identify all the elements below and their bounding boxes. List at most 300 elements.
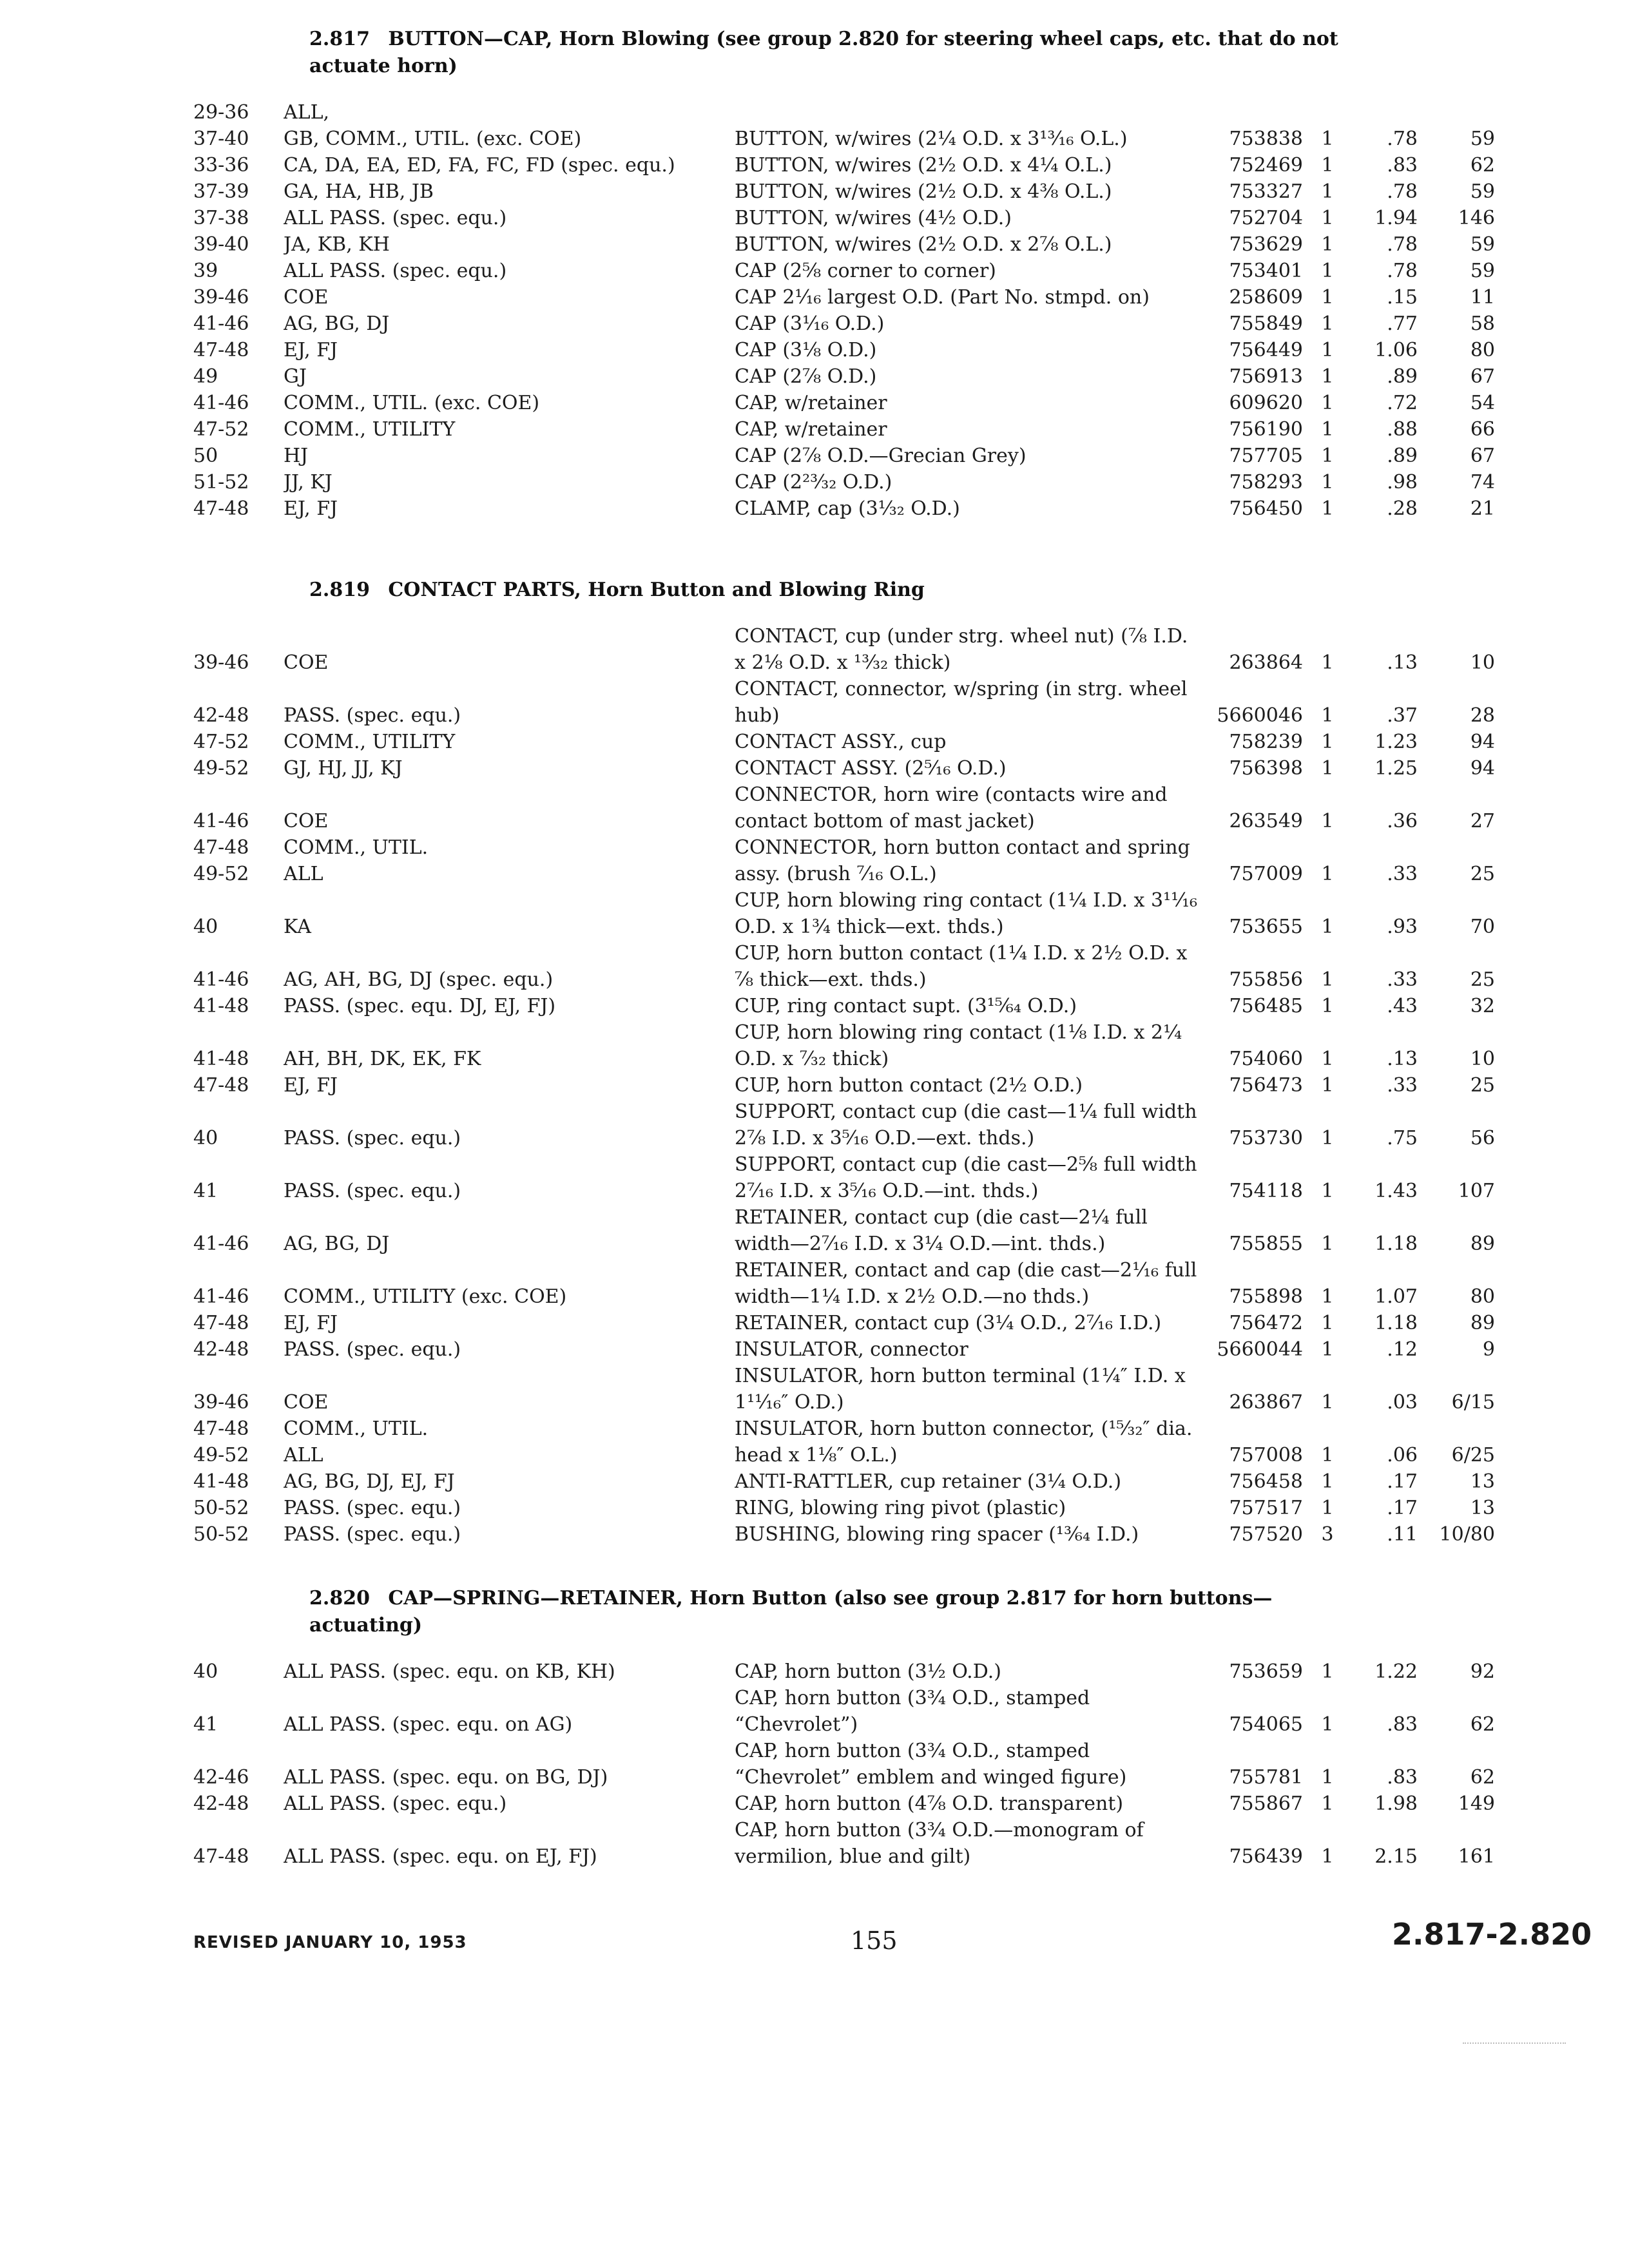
package-cell: 89 — [1470, 1312, 1495, 1334]
package-cell: 92 — [1470, 1660, 1495, 1683]
list-price-cell: .33 — [1387, 863, 1418, 885]
package-cell: 6/25 — [1451, 1444, 1495, 1466]
description-cell: CAP (2²³⁄₃₂ O.D.) — [735, 471, 892, 494]
part-number-cell: 263549 — [1229, 810, 1303, 832]
quantity-cell: 1 — [1321, 1180, 1334, 1202]
year-cell: 41 — [193, 1713, 218, 1736]
package-cell: 6/15 — [1451, 1391, 1495, 1414]
parts-table — [193, 99, 1495, 522]
part-row — [193, 1416, 1392, 1442]
part-row — [193, 416, 1495, 443]
part-row — [193, 126, 1495, 152]
description-cell: assy. (brush ⁷⁄₁₆ O.L.) — [735, 863, 937, 885]
year-cell: 41-46 — [193, 1233, 249, 1255]
year-cell: 40 — [193, 916, 218, 938]
scan-artifact — [1463, 2042, 1566, 2045]
model-cell: ALL — [284, 863, 323, 885]
model-cell: EJ, FJ — [284, 1074, 338, 1097]
year-cell: 41-46 — [193, 392, 249, 414]
part-number-cell: 263867 — [1229, 1391, 1303, 1414]
year-cell: 39-40 — [193, 233, 249, 256]
year-cell: 37-38 — [193, 207, 249, 229]
description-cell: CLAMP, cap (3¹⁄₃₂ O.D.) — [735, 497, 960, 520]
year-cell: 37-39 — [193, 180, 249, 203]
part-row — [193, 178, 1495, 205]
section-title: CONTACT PARTS, Horn Button and Blowing Ring — [388, 579, 925, 601]
package-cell: 9 — [1482, 1338, 1495, 1361]
part-row — [193, 1151, 1495, 1204]
part-row — [193, 1817, 1495, 1870]
quantity-cell: 1 — [1321, 233, 1334, 256]
model-cell: EJ, FJ — [284, 1312, 338, 1334]
year-cell: 41-46 — [193, 312, 249, 335]
part-row — [193, 1685, 1495, 1738]
section-number: 2.820 — [309, 1587, 370, 1610]
list-price-cell: .93 — [1387, 916, 1418, 938]
quantity-cell: 1 — [1321, 339, 1334, 361]
year-cell: 39-46 — [193, 286, 249, 309]
year-cell: 42-48 — [193, 1792, 249, 1815]
description-cell: CAP, horn button (4⅞ O.D. transparent) — [735, 1792, 1124, 1815]
package-cell: 58 — [1470, 312, 1495, 335]
list-price-cell: .13 — [1387, 651, 1418, 674]
list-price-cell: .11 — [1387, 1523, 1418, 1546]
model-cell: JJ, KJ — [284, 471, 333, 494]
package-cell: 67 — [1470, 365, 1495, 388]
quantity-cell: 1 — [1321, 1845, 1334, 1868]
part-row — [193, 390, 1495, 416]
model-cell: AH, BH, DK, EK, FK — [284, 1048, 481, 1070]
model-cell: PASS. (spec. equ. DJ, EJ, FJ) — [284, 995, 556, 1017]
part-row — [193, 861, 1495, 887]
part-number-cell: 756913 — [1229, 365, 1303, 388]
package-cell: 80 — [1470, 339, 1495, 361]
part-row — [193, 1310, 1495, 1336]
package-cell: 56 — [1470, 1127, 1495, 1149]
part-row — [193, 443, 1495, 469]
quantity-cell: 1 — [1321, 128, 1334, 150]
model-cell: EJ, FJ — [284, 339, 338, 361]
quantity-cell: 1 — [1321, 312, 1334, 335]
model-cell: ALL PASS. (spec. equ.) — [284, 260, 507, 282]
section-heading — [309, 26, 1379, 80]
quantity-cell: 1 — [1321, 1338, 1334, 1361]
list-price-cell: 1.18 — [1374, 1312, 1418, 1334]
package-cell: 59 — [1470, 128, 1495, 150]
package-cell: 74 — [1470, 471, 1495, 494]
year-cell: 39-46 — [193, 1391, 249, 1414]
package-cell: 10/80 — [1439, 1523, 1495, 1546]
list-price-cell: .33 — [1387, 968, 1418, 991]
model-cell: ALL PASS. (spec. equ. on BG, DJ) — [284, 1766, 608, 1789]
part-row — [193, 1468, 1495, 1495]
description-cell: CONNECTOR, horn wire (contacts wire and contact bottom of mast jacket) — [735, 783, 1168, 832]
model-cell: PASS. (spec. equ.) — [284, 1180, 461, 1202]
year-cell: 47-48 — [193, 497, 249, 520]
list-price-cell: .03 — [1387, 1391, 1418, 1414]
parts-table — [193, 623, 1495, 1548]
description-cell: CAP, horn button (3¾ O.D.—monogram of vermilion, blue and gilt) — [735, 1819, 1144, 1868]
list-price-cell: 1.18 — [1374, 1233, 1418, 1255]
description-cell: CUP, horn blowing ring contact (1¼ I.D. x 3¹¹⁄₁₆ O.D. x 1¾ thick—ext. thds.) — [735, 889, 1198, 938]
list-price-cell: .72 — [1387, 392, 1418, 414]
description-cell: CAP, horn button (3¾ O.D., stamped “Chevrolet” emblem and winged figure) — [735, 1740, 1127, 1789]
quantity-cell: 1 — [1321, 810, 1334, 832]
list-price-cell: .43 — [1387, 995, 1418, 1017]
description-cell: CAP, horn button (3½ O.D.) — [735, 1660, 1001, 1683]
quantity-cell: 1 — [1321, 392, 1334, 414]
model-cell: ALL PASS. (spec. equ.) — [284, 207, 507, 229]
model-cell: AG, BG, DJ — [284, 312, 390, 335]
part-number-cell: 609620 — [1229, 392, 1303, 414]
package-cell: 59 — [1470, 180, 1495, 203]
quantity-cell: 1 — [1321, 757, 1334, 780]
revision-date: REVISED JANUARY 10, 1953 — [193, 1933, 467, 1952]
section-2-819 — [193, 577, 1495, 1548]
part-row — [193, 1791, 1495, 1817]
model-cell: GA, HA, HB, JB — [284, 180, 434, 203]
package-cell: 62 — [1470, 1766, 1495, 1789]
part-row — [193, 1204, 1495, 1257]
package-cell: 21 — [1470, 497, 1495, 520]
part-number-cell: 755856 — [1229, 968, 1303, 991]
part-row — [193, 755, 1495, 782]
part-row — [193, 363, 1495, 390]
part-row — [193, 1257, 1495, 1310]
description-cell: BUTTON, w/wires (2½ O.D. x 4¼ O.L.) — [735, 154, 1112, 177]
model-cell: AG, AH, BG, DJ (spec. equ.) — [284, 968, 554, 991]
list-price-cell: 2.15 — [1374, 1845, 1418, 1868]
description-cell: CONTACT, cup (under strg. wheel nut) (⅞ I.D. x 2⅛ O.D. x ¹³⁄₃₂ thick) — [735, 625, 1188, 674]
list-price-cell: 1.43 — [1374, 1180, 1418, 1202]
model-cell: EJ, FJ — [284, 497, 338, 520]
description-cell: CUP, ring contact supt. (3¹⁵⁄₆₄ O.D.) — [735, 995, 1077, 1017]
quantity-cell: 1 — [1321, 1127, 1334, 1149]
list-price-cell: .83 — [1387, 1713, 1418, 1736]
package-cell: 70 — [1470, 916, 1495, 938]
quantity-cell: 1 — [1321, 651, 1334, 674]
year-cell: 50 — [193, 445, 218, 467]
model-cell: PASS. (spec. equ.) — [284, 1127, 461, 1149]
year-cell: 41-46 — [193, 968, 249, 991]
part-number-cell: 757705 — [1229, 445, 1303, 467]
package-cell: 25 — [1470, 863, 1495, 885]
description-cell: BUTTON, w/wires (4½ O.D.) — [735, 207, 1012, 229]
list-price-cell: 1.98 — [1374, 1792, 1418, 1815]
package-cell: 59 — [1470, 260, 1495, 282]
part-number-cell: 5660044 — [1217, 1338, 1303, 1361]
quantity-cell: 1 — [1321, 1444, 1334, 1466]
section-title: CAP—SPRING—RETAINER, Horn Button (also see group 2.817 for horn buttons—actuating) — [309, 1587, 1273, 1637]
part-number-cell: 753730 — [1229, 1127, 1303, 1149]
description-cell: CONNECTOR, horn button contact and spring — [735, 836, 1190, 859]
part-number-cell: 754118 — [1229, 1180, 1303, 1202]
part-row — [193, 676, 1495, 729]
list-price-cell: .17 — [1387, 1497, 1418, 1519]
part-row — [193, 834, 1392, 861]
list-price-cell: .13 — [1387, 1048, 1418, 1070]
list-price-cell: 1.22 — [1374, 1660, 1418, 1683]
year-cell: 33-36 — [193, 154, 249, 177]
description-cell: CUP, horn button contact (2½ O.D.) — [735, 1074, 1083, 1097]
group-range: 2.817-2.820 — [1392, 1917, 1592, 1952]
package-cell: 13 — [1470, 1497, 1495, 1519]
section-heading — [309, 577, 1379, 604]
model-cell: PASS. (spec. equ.) — [284, 1338, 461, 1361]
package-cell: 27 — [1470, 810, 1495, 832]
description-cell: CAP (3⅛ O.D.) — [735, 339, 877, 361]
part-number-cell: 258609 — [1229, 286, 1303, 309]
model-cell: AG, BG, DJ — [284, 1233, 390, 1255]
package-cell: 25 — [1470, 968, 1495, 991]
description-cell: SUPPORT, contact cup (die cast—2⅝ full width 2⁷⁄₁₆ I.D. x 3⁵⁄₁₆ O.D.—int. thds.) — [735, 1153, 1197, 1202]
part-number-cell: 753655 — [1229, 916, 1303, 938]
part-row — [193, 337, 1495, 363]
description-cell: CUP, horn blowing ring contact (1⅛ I.D. x 2¼ O.D. x ⁷⁄₃₂ thick) — [735, 1021, 1182, 1070]
part-row — [193, 1099, 1495, 1151]
part-row — [193, 152, 1495, 178]
list-price-cell: .33 — [1387, 1074, 1418, 1097]
part-row — [193, 205, 1495, 231]
package-cell: 66 — [1470, 418, 1495, 441]
section-number: 2.817 — [309, 28, 370, 50]
quantity-cell: 1 — [1321, 995, 1334, 1017]
list-price-cell: .78 — [1387, 233, 1418, 256]
quantity-cell: 1 — [1321, 1285, 1334, 1308]
quantity-cell: 1 — [1321, 207, 1334, 229]
model-cell: COMM., UTILITY — [284, 418, 456, 441]
year-cell: 41-48 — [193, 1048, 249, 1070]
part-number-cell: 753629 — [1229, 233, 1303, 256]
year-cell: 47-52 — [193, 731, 249, 753]
part-number-cell: 755849 — [1229, 312, 1303, 335]
year-cell: 37-40 — [193, 128, 249, 150]
list-price-cell: .88 — [1387, 418, 1418, 441]
list-price-cell: 1.25 — [1374, 757, 1418, 780]
model-cell: ALL PASS. (spec. equ. on AG) — [284, 1713, 573, 1736]
model-cell: COMM., UTIL. — [284, 836, 429, 859]
package-cell: 161 — [1458, 1845, 1495, 1868]
model-cell: GJ, HJ, JJ, KJ — [284, 757, 403, 780]
year-cell: 39-46 — [193, 651, 249, 674]
list-price-cell: .83 — [1387, 154, 1418, 177]
part-row — [193, 1072, 1495, 1099]
quantity-cell: 1 — [1321, 154, 1334, 177]
list-price-cell: .83 — [1387, 1766, 1418, 1789]
model-cell: GJ — [284, 365, 307, 388]
list-price-cell: 1.06 — [1374, 339, 1418, 361]
quantity-cell: 1 — [1321, 968, 1334, 991]
description-cell: CONTACT, connector, w/spring (in strg. wheel hub) — [735, 678, 1188, 727]
list-price-cell: .15 — [1387, 286, 1418, 309]
part-number-cell: 5660046 — [1217, 704, 1303, 727]
part-row — [193, 311, 1495, 337]
package-cell: 59 — [1470, 233, 1495, 256]
description-cell: CAP, w/retainer — [735, 392, 887, 414]
description-cell: CAP, w/retainer — [735, 418, 887, 441]
list-price-cell: 1.07 — [1374, 1285, 1418, 1308]
part-number-cell: 754065 — [1229, 1713, 1303, 1736]
list-price-cell: 1.94 — [1374, 207, 1418, 229]
year-cell: 47-48 — [193, 339, 249, 361]
part-number-cell: 756439 — [1229, 1845, 1303, 1868]
part-row — [193, 993, 1495, 1019]
part-number-cell: 753327 — [1229, 180, 1303, 203]
quantity-cell: 1 — [1321, 731, 1334, 753]
model-cell: PASS. (spec. equ.) — [284, 704, 461, 727]
part-number-cell: 263864 — [1229, 651, 1303, 674]
year-cell: 47-48 — [193, 1074, 249, 1097]
list-price-cell: .28 — [1387, 497, 1418, 520]
year-cell: 49 — [193, 365, 218, 388]
description-cell: BUTTON, w/wires (2½ O.D. x 2⅞ O.L.) — [735, 233, 1112, 256]
page-number: 155 — [851, 1927, 898, 1955]
part-number-cell: 756190 — [1229, 418, 1303, 441]
quantity-cell: 1 — [1321, 1233, 1334, 1255]
part-row — [193, 623, 1495, 676]
description-cell: INSULATOR, horn button terminal (1¼″ I.D. x 1¹¹⁄₁₆″ O.D.) — [735, 1365, 1186, 1414]
model-cell: COMM., UTIL. (exc. COE) — [284, 392, 540, 414]
description-cell: INSULATOR, horn button connector, (¹⁵⁄₃₂″ dia. — [735, 1418, 1193, 1440]
part-number-cell: 753401 — [1229, 260, 1303, 282]
section-heading — [309, 1585, 1379, 1639]
description-cell: RETAINER, contact and cap (die cast—2¹⁄₁₆ full width—1¼ I.D. x 2½ O.D.—no thds.) — [735, 1259, 1197, 1308]
list-price-cell: .89 — [1387, 445, 1418, 467]
year-cell: 40 — [193, 1660, 218, 1683]
model-cell: ALL — [284, 1444, 323, 1466]
part-row — [193, 231, 1495, 258]
description-cell: ANTI-RATTLER, cup retainer (3¼ O.D.) — [735, 1470, 1122, 1493]
year-cell: 41-46 — [193, 810, 249, 832]
year-cell: 40 — [193, 1127, 218, 1149]
part-row — [193, 729, 1495, 755]
quantity-cell: 1 — [1321, 704, 1334, 727]
year-cell: 41-46 — [193, 1285, 249, 1308]
model-cell: HJ — [284, 445, 309, 467]
part-number-cell: 755867 — [1229, 1792, 1303, 1815]
section-2-817 — [193, 26, 1495, 522]
list-price-cell: .78 — [1387, 260, 1418, 282]
part-row — [193, 782, 1495, 834]
year-cell: 49-52 — [193, 863, 249, 885]
description-cell: RETAINER, contact cup (3¼ O.D., 2⁷⁄₁₆ I.D.) — [735, 1312, 1162, 1334]
part-number-cell: 756485 — [1229, 995, 1303, 1017]
description-cell: CAP 2¹⁄₁₆ largest O.D. (Part No. stmpd. on) — [735, 286, 1150, 309]
part-row — [193, 887, 1495, 940]
quantity-cell: 1 — [1321, 916, 1334, 938]
part-number-cell: 756472 — [1229, 1312, 1303, 1334]
part-row — [193, 469, 1495, 495]
list-price-cell: .36 — [1387, 810, 1418, 832]
description-cell: CAP (2⅞ O.D.) — [735, 365, 877, 388]
year-cell: 41-48 — [193, 995, 249, 1017]
part-number-cell: 753659 — [1229, 1660, 1303, 1683]
part-row — [193, 284, 1495, 311]
description-cell: CAP, horn button (3¾ O.D., stamped “Chevrolet”) — [735, 1687, 1090, 1736]
part-number-cell: 755781 — [1229, 1766, 1303, 1789]
list-price-cell: .37 — [1387, 704, 1418, 727]
list-price-cell: .06 — [1387, 1444, 1418, 1466]
part-number-cell: 753838 — [1229, 128, 1303, 150]
description-cell: INSULATOR, connector — [735, 1338, 969, 1361]
package-cell: 13 — [1470, 1470, 1495, 1493]
part-number-cell: 757520 — [1229, 1523, 1303, 1546]
year-cell: 39 — [193, 260, 218, 282]
year-cell: 42-48 — [193, 1338, 249, 1361]
year-cell: 47-52 — [193, 418, 249, 441]
part-row — [193, 1738, 1495, 1791]
part-row — [193, 1336, 1495, 1363]
part-row — [193, 258, 1495, 284]
part-row — [193, 940, 1495, 993]
year-cell: 50-52 — [193, 1497, 249, 1519]
package-cell: 10 — [1470, 1048, 1495, 1070]
package-cell: 107 — [1458, 1180, 1495, 1202]
quantity-cell: 1 — [1321, 260, 1334, 282]
quantity-cell: 1 — [1321, 863, 1334, 885]
package-cell: 62 — [1470, 154, 1495, 177]
quantity-cell: 1 — [1321, 1048, 1334, 1070]
part-number-cell: 752704 — [1229, 207, 1303, 229]
package-cell: 94 — [1470, 757, 1495, 780]
quantity-cell: 1 — [1321, 1470, 1334, 1493]
quantity-cell: 1 — [1321, 1391, 1334, 1414]
quantity-cell: 1 — [1321, 1713, 1334, 1736]
package-cell: 62 — [1470, 1713, 1495, 1736]
model-cell: COMM., UTIL. — [284, 1418, 429, 1440]
year-cell: 47-48 — [193, 836, 249, 859]
model-cell: PASS. (spec. equ.) — [284, 1497, 461, 1519]
year-cell: 29-36 — [193, 101, 249, 124]
description-cell: CONTACT ASSY., cup — [735, 731, 947, 753]
part-row — [193, 99, 1392, 126]
year-cell: 42-48 — [193, 704, 249, 727]
quantity-cell: 1 — [1321, 445, 1334, 467]
package-cell: 67 — [1470, 445, 1495, 467]
list-price-cell: .89 — [1387, 365, 1418, 388]
package-cell: 11 — [1470, 286, 1495, 309]
part-number-cell: 757008 — [1229, 1444, 1303, 1466]
year-cell: 47-48 — [193, 1312, 249, 1334]
model-cell: COMM., UTILITY — [284, 731, 456, 753]
description-cell: CUP, horn button contact (1¼ I.D. x 2½ O.D. x ⅞ thick—ext. thds.) — [735, 942, 1188, 991]
model-cell: ALL PASS. (spec. equ.) — [284, 1792, 507, 1815]
parts-table — [193, 1658, 1495, 1870]
part-row — [193, 1521, 1495, 1548]
quantity-cell: 1 — [1321, 286, 1334, 309]
part-row — [193, 495, 1495, 522]
part-number-cell: 756398 — [1229, 757, 1303, 780]
quantity-cell: 3 — [1321, 1523, 1334, 1546]
model-cell: CA, DA, EA, ED, FA, FC, FD (spec. equ.) — [284, 154, 675, 177]
quantity-cell: 1 — [1321, 1497, 1334, 1519]
year-cell: 49-52 — [193, 757, 249, 780]
model-cell: JA, KB, KH — [284, 233, 390, 256]
list-price-cell: .75 — [1387, 1127, 1418, 1149]
package-cell: 94 — [1470, 731, 1495, 753]
model-cell: ALL, — [284, 101, 330, 124]
model-cell: COE — [284, 810, 329, 832]
description-cell: RING, blowing ring pivot (plastic) — [735, 1497, 1066, 1519]
part-number-cell: 754060 — [1229, 1048, 1303, 1070]
year-cell: 47-48 — [193, 1845, 249, 1868]
model-cell: COE — [284, 286, 329, 309]
part-number-cell: 755898 — [1229, 1285, 1303, 1308]
year-cell: 41 — [193, 1180, 218, 1202]
part-number-cell: 758293 — [1229, 471, 1303, 494]
year-cell: 41-48 — [193, 1470, 249, 1493]
model-cell: COE — [284, 651, 329, 674]
